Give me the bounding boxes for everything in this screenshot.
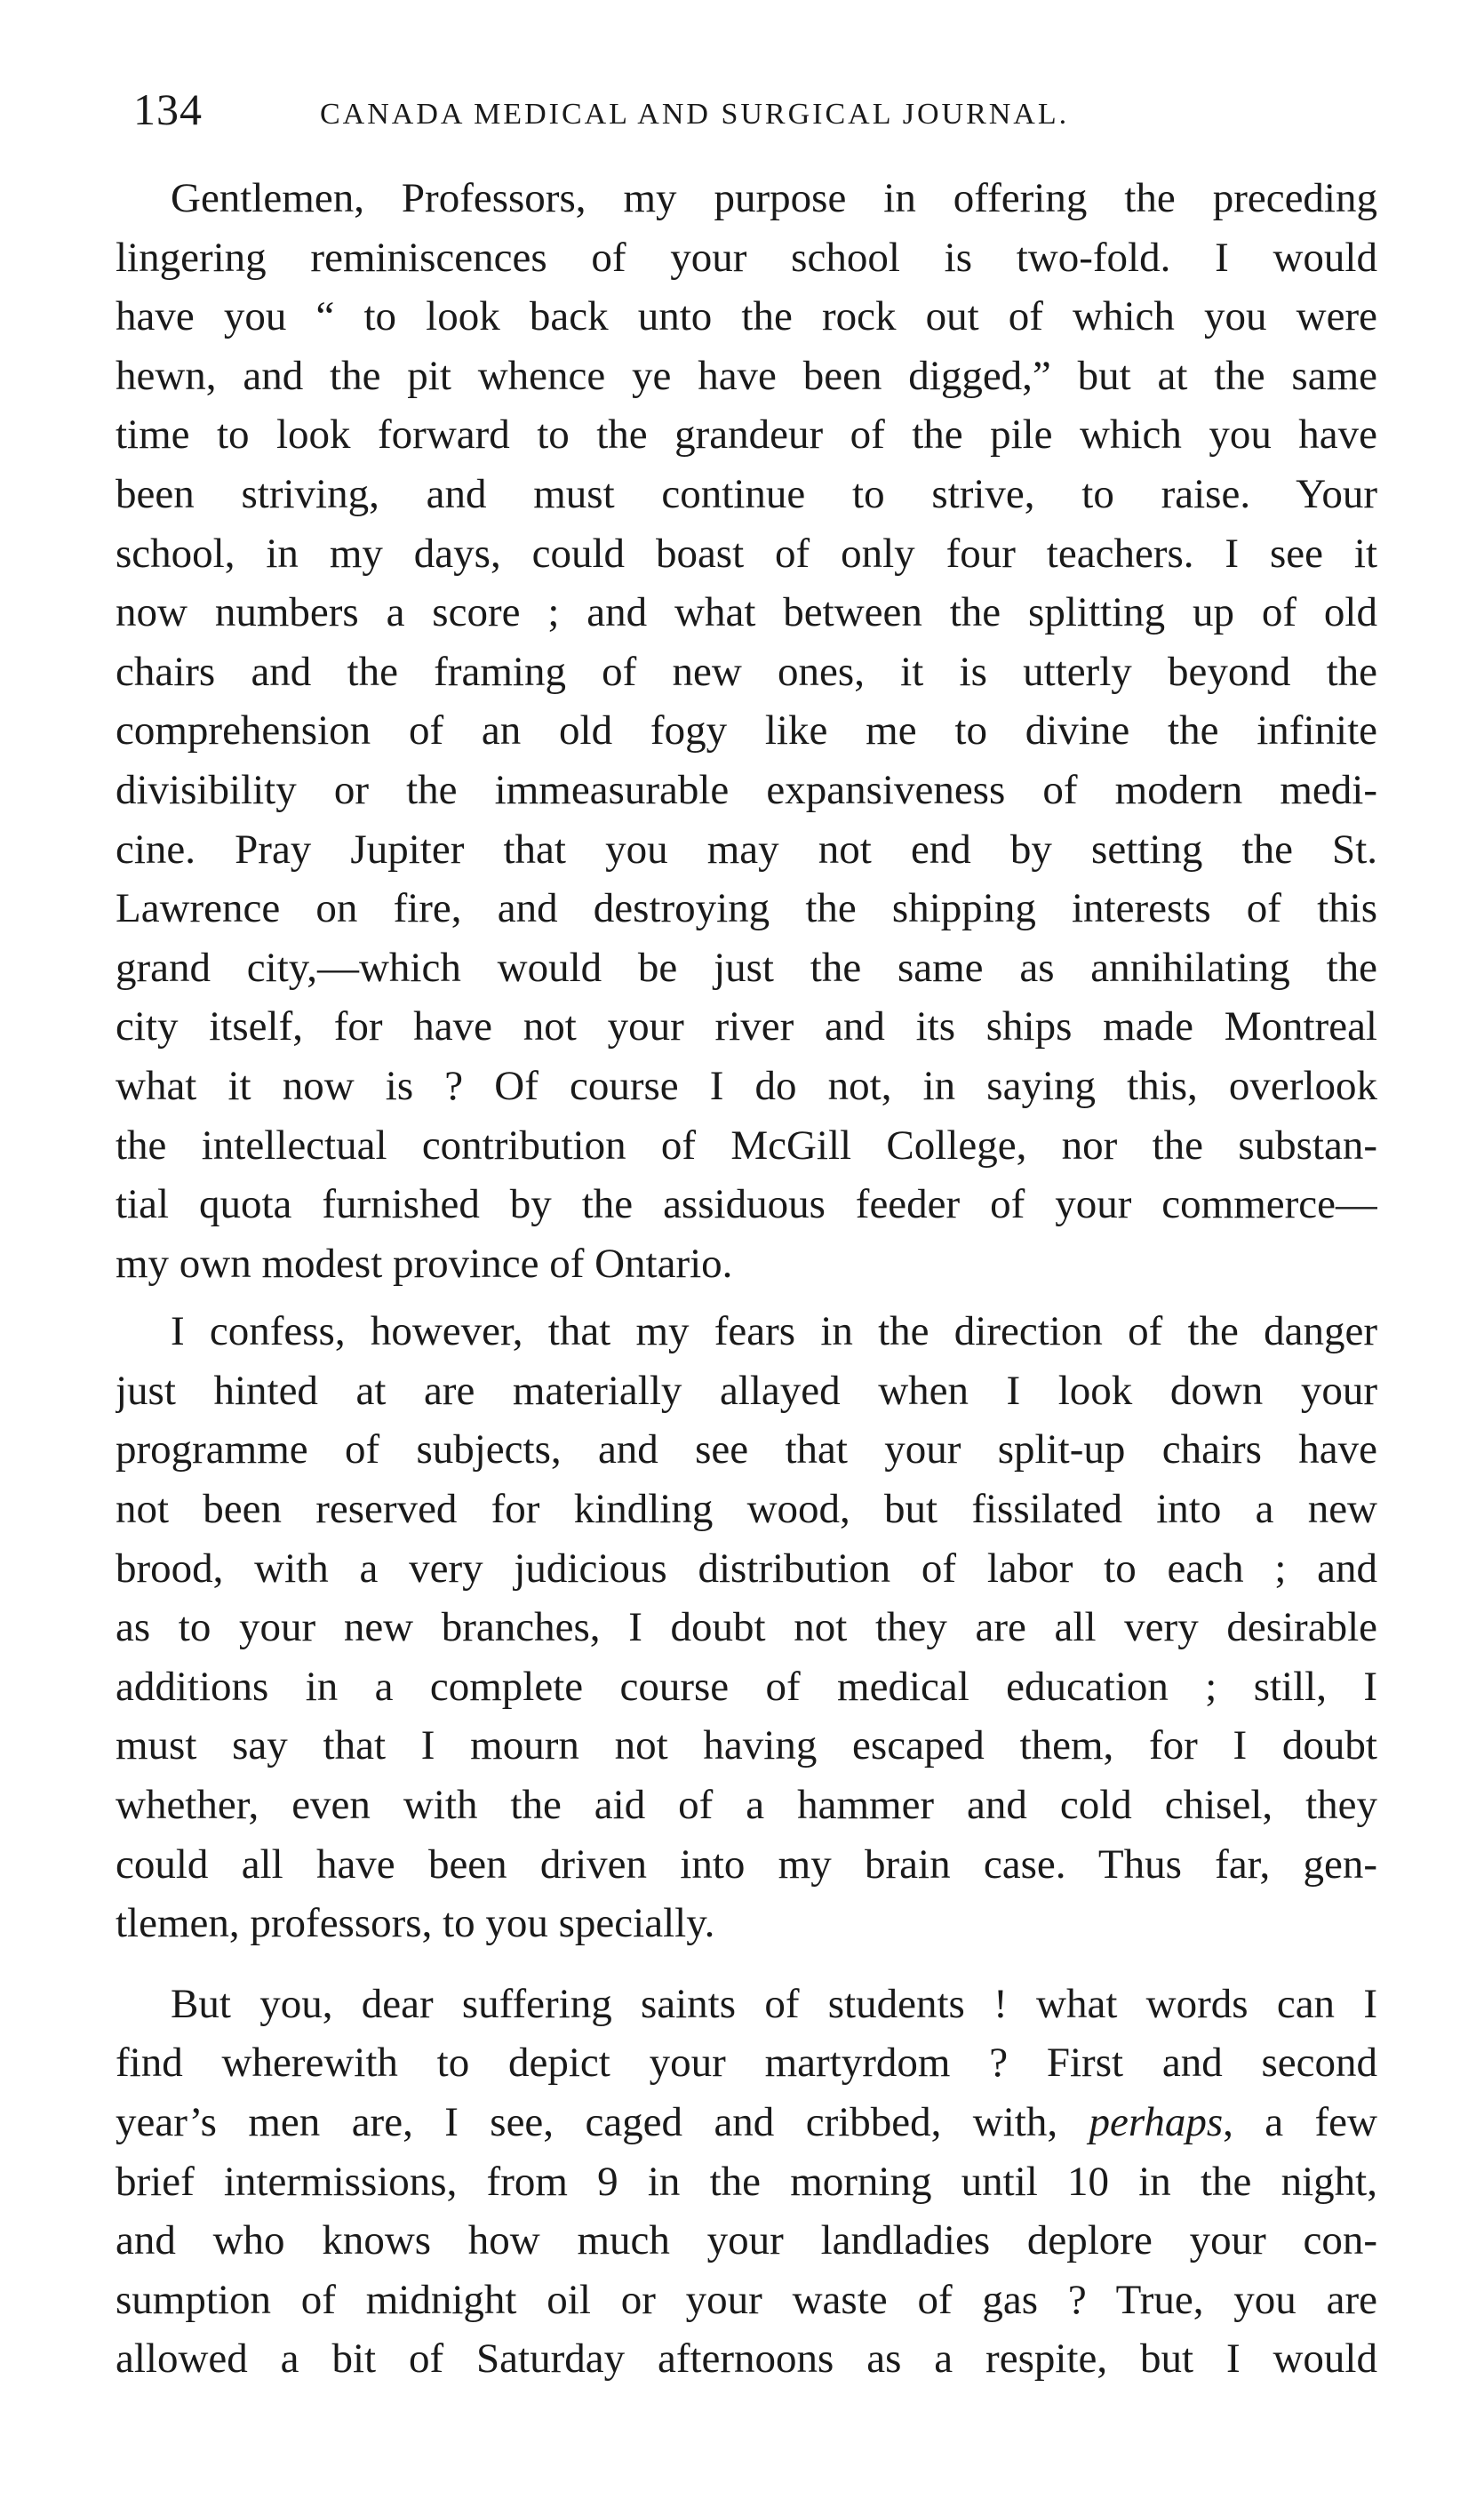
- text-line: just hinted at are materially allayed when I look down your: [116, 1367, 1377, 1414]
- text-line: city itself, for have not your river and its ships made Montreal: [116, 1003, 1377, 1050]
- text-line: as to your new branches, I doubt not they are all very desirable: [116, 1604, 1377, 1651]
- page-number: 134: [133, 84, 203, 134]
- text-line: what it now is ? Of course I do not, in saying this, overlook: [116, 1062, 1377, 1109]
- text-line: lingering reminiscences of your school is two-fold. I would: [116, 234, 1377, 281]
- text-line: additions in a complete course of medical education ; still, I: [116, 1663, 1377, 1710]
- text-line: comprehension of an old fogy like me to divine the infinite: [116, 707, 1377, 754]
- text-line: school, in my days, could boast of only four teachers. I see it: [116, 530, 1377, 577]
- italic-word: perhaps: [1089, 2099, 1224, 2145]
- text-line: programme of subjects, and see that your split-up chairs have: [116, 1426, 1377, 1473]
- paragraph-2: [116, 1302, 1377, 1953]
- journal-title: CANADA MEDICAL AND SURGICAL JOURNAL.: [320, 98, 1070, 131]
- text-line: could all have been driven into my brain case. Thus far, gen-: [116, 1840, 1377, 1888]
- text-line: tlemen, professors, to you specially.: [116, 1900, 715, 1947]
- text-line: sumption of midnight oil or your waste of gas ? True, you are: [116, 2276, 1377, 2323]
- text-line: But you, dear suffering saints of students ! what words can I: [171, 1980, 1377, 2027]
- paragraph-3: [116, 1975, 1377, 2389]
- text-line-with-italic: [116, 2093, 1377, 2152]
- paragraph-1: [116, 169, 1377, 1293]
- text-segment: year’s men are, I see, caged and cribbed, with,: [116, 2099, 1089, 2145]
- text-line: brood, with a very judicious distribution of labor to each ; and: [116, 1545, 1377, 1592]
- text-line: divisibility or the immeasurable expansiveness of modern medi-: [116, 766, 1377, 813]
- text-line: the intellectual contribution of McGill College, nor the substan-: [116, 1122, 1377, 1169]
- text-line: grand city,—which would be just the same as annihilating the: [116, 944, 1377, 991]
- text-line: and who knows how much your landladies deplore your con-: [116, 2217, 1377, 2264]
- text-segment: , a few: [1223, 2099, 1377, 2145]
- text-line: now numbers a score ; and what between the splitting up of old: [116, 589, 1377, 636]
- text-line: hewn, and the pit whence ye have been digged,” but at the same: [116, 352, 1377, 399]
- text-line: must say that I mourn not having escaped them, for I doubt: [116, 1722, 1377, 1769]
- text-line: have you “ to look back unto the rock out of which you were: [116, 293, 1377, 340]
- text-line: allowed a bit of Saturday afternoons as a respite, but I would: [116, 2335, 1377, 2383]
- text-line: my own modest province of Ontario.: [116, 1240, 733, 1287]
- text-line: chairs and the framing of new ones, it is utterly beyond the: [116, 648, 1377, 695]
- text-line: Lawrence on fire, and destroying the shipping interests of this: [116, 885, 1377, 932]
- text-line: cine. Pray Jupiter that you may not end by setting the St.: [116, 826, 1377, 873]
- text-line: tial quota furnished by the assiduous feeder of your commerce—: [116, 1181, 1377, 1228]
- text-line: Gentlemen, Professors, my purpose in offering the preceding: [171, 175, 1377, 221]
- text-line: I confess, however, that my fears in the direction of the danger: [171, 1308, 1377, 1355]
- text-line: time to look forward to the grandeur of the pile which you have: [116, 411, 1377, 459]
- text-line: brief intermissions, from 9 in the morning until 10 in the night,: [116, 2158, 1377, 2205]
- text-line: been striving, and must continue to strive, to raise. Your: [116, 470, 1377, 517]
- text-line: whether, even with the aid of a hammer and cold chisel, they: [116, 1782, 1377, 1829]
- text-line: not been reserved for kindling wood, but fissilated into a new: [116, 1486, 1377, 1533]
- running-head: [133, 78, 1377, 140]
- text-line: find wherewith to depict your martyrdom ? First and second: [116, 2040, 1377, 2087]
- paragraph-spacer: [116, 1962, 1377, 1975]
- body-text: [116, 169, 1377, 2398]
